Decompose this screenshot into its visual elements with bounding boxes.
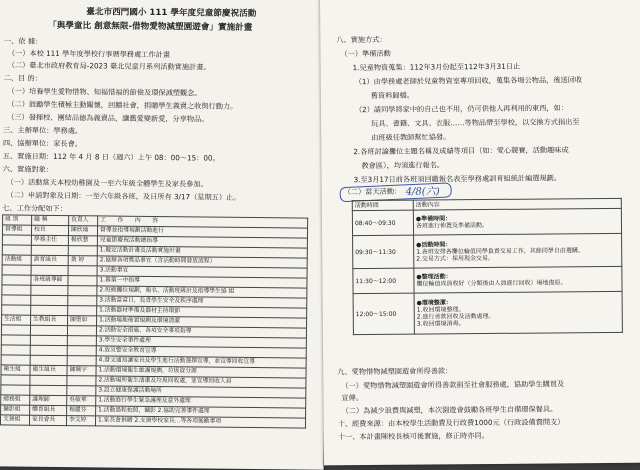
table-cell	[31, 305, 68, 315]
section-co-organizer: 四、協辦單位：家長會。	[2, 138, 83, 149]
table-cell: 督導並指導規劃活動進行	[97, 226, 307, 238]
table-cell	[1, 355, 30, 365]
table-cell: 訓育組長	[31, 255, 68, 265]
section-approval: 十一、本計畫陳校長核可後實施，修正時亦同。	[337, 430, 489, 442]
work-assignment-table	[0, 214, 308, 428]
participants-item-2: （二）申請對象及日期：一至六年級各班，及日所有 3/17（星期五）止。	[6, 190, 241, 202]
table-cell: 2.活動場所衛生清潔及垃圾回收處，並宣導回收人員	[96, 376, 306, 388]
table-cell: 4.發文通知讓家長及學生進行活動選擇宣導，並宣導回收宣導	[96, 356, 306, 368]
section-proceeds: 九、愛物惜物減塑園遊會所得善款：	[337, 366, 453, 377]
table-cell: 1.幕第一中指導	[97, 276, 307, 288]
table-cell: 支援組	[0, 415, 29, 425]
table-cell: 活動組	[2, 255, 31, 265]
basis-item-2: （二）臺北市政府教育局-2023 臺北兒童月系列活動實施計畫。	[7, 60, 211, 72]
table-cell: 總務組	[1, 395, 30, 405]
prep-item-2: 2.各班討論攤位主題名稱及成績等項目（如：愛心競賽，活動趣味成	[353, 145, 569, 157]
section-date: 五、實施日期：112 年 4 月 8 日（週六）上午 08：00～15：00。	[2, 151, 220, 163]
prep-item-1b-cont: 玩具、書籍、文具、衣服……等物品帶至學校，以交換方式捐出至	[371, 117, 580, 129]
table-cell	[1, 325, 30, 335]
prep-item-1a: （1）由學務處老師於兒童物資室專項回收，蒐集各場公物品，後送回收	[354, 75, 583, 87]
schedule-item-heading: ●整理活動：	[416, 273, 452, 281]
table-cell: 學務主任	[31, 235, 68, 245]
table-cell: 衛生組長	[30, 365, 67, 375]
table-cell: 楊欣慧	[68, 236, 97, 246]
schedule-content-cell	[414, 291, 622, 334]
schedule-time-cell: 11:30～12:00	[353, 268, 414, 294]
table-row	[353, 233, 622, 268]
table-cell	[30, 335, 67, 345]
table-cell: 兒童節慶祝活動總指導	[97, 236, 307, 248]
table-cell	[67, 386, 96, 396]
prep-item-2-cont: 教會區），均須進行報名。	[361, 160, 445, 171]
schedule-item-text: 1.收回環境整理。	[416, 306, 465, 314]
prep-item-1b-cont2: 由班級任教師幫忙協發。	[371, 132, 451, 143]
table-cell	[1, 335, 30, 345]
proceeds-item-1-cont: 宣傳。	[341, 393, 364, 403]
proceeds-item-1: （一）愛物惜物減塑園遊會所得善款捐至社會服務處，協助學生購買及	[341, 379, 565, 391]
table-row	[353, 266, 622, 293]
schedule-time-cell: 09:30～11:30	[353, 235, 414, 269]
right-document-page	[320, 0, 640, 465]
table-cell	[2, 295, 31, 305]
table-header-cell: 活動內容	[413, 198, 621, 210]
table-cell: 黃 婷	[68, 256, 97, 266]
schedule-item-heading: ●準備時間：	[415, 215, 452, 223]
table-cell	[31, 295, 68, 305]
basis-item-1: （一）本校 111 學年度學校行事曆學務處工作計畫	[7, 48, 170, 60]
table-cell: 校長	[31, 225, 68, 235]
table-cell	[2, 235, 31, 245]
handwritten-date: 4/8(六)	[405, 186, 440, 198]
table-cell	[68, 246, 97, 256]
table-cell	[31, 285, 68, 295]
table-cell	[68, 266, 97, 276]
section-basis: 一、依 據：	[3, 36, 43, 46]
proceeds-item-2: （二）為減少浪費與減塑，本次園遊會鼓勵各班學生自備環保餐具。	[341, 404, 558, 416]
table-cell: 1.活動環境衛生維護規劃，垃圾資分源	[96, 366, 306, 378]
table-cell: 3.活動事宜	[97, 266, 307, 278]
table-header-cell: 組 別	[3, 215, 32, 225]
table-header-cell: 活動時間	[352, 200, 413, 211]
purpose-item-3: （三）發揮校、團結品德為義賣品，讓舊愛變新愛，分享物品。	[7, 112, 209, 124]
table-row	[0, 415, 305, 428]
table-cell	[2, 245, 31, 255]
table-cell: 陳欣瑜	[68, 226, 97, 236]
table-cell	[2, 285, 31, 295]
purpose-item-2: （二）鼓勵學生積極主動關懷，回饋社會，捐贈學生義賣之收與行動力。	[7, 99, 238, 111]
table-cell	[67, 346, 96, 356]
schedule-item-text: 2.進行善款回收及活動處理。	[416, 312, 495, 321]
table-cell: 3.學生安全事件處理	[96, 336, 306, 348]
table-cell: 4.放災警安全教育宣導	[96, 346, 306, 358]
schedule-item-text: 2.交易方式：採用現金交易。	[416, 254, 495, 263]
table-cell	[2, 305, 31, 315]
table-cell: 1.活動器材準備及器材主持環節	[97, 306, 307, 318]
table-header-cell: 負責人	[69, 216, 98, 226]
schedule-item-text: 各班進行佈置及準備活動。	[415, 221, 489, 230]
table-cell: 1.家長會捐贈 2.支援學校家長…等各項後勤事項	[95, 416, 305, 428]
table-cell: 攝影組	[1, 405, 30, 415]
table-cell: 生活組	[2, 315, 31, 325]
table-cell: 2.協辦各項獎品事宜（含活動時間發放流程）	[97, 256, 307, 268]
table-cell	[30, 375, 67, 385]
table-cell: 各班級導師	[31, 275, 68, 285]
table-header-cell: 工 作 內 容	[98, 216, 308, 228]
table-cell: 陳聖如	[68, 316, 97, 326]
table-cell	[30, 355, 67, 365]
prep-item-1a-cont: 舊資料歸檔。	[370, 90, 415, 101]
schedule-content-cell	[414, 233, 622, 268]
table-cell	[30, 325, 67, 335]
table-cell: 2.班級攤位規劃，報名、活動班級計及指導學生協 組	[97, 286, 307, 298]
schedule-time-cell: 08:40～09:30	[352, 210, 413, 236]
table-row	[352, 208, 621, 235]
prep-item-1: 1.兒童物資蒐集：112年3月份起至112年3月31日止	[352, 61, 521, 73]
prep-item-3: 3.至3月17日前各班須回繳報名表至學務處訓育組統計編選規劃。	[353, 173, 562, 185]
table-cell: 衛生組	[1, 365, 30, 375]
schedule-item-heading: ●活動時間：	[416, 240, 452, 249]
table-cell	[31, 265, 68, 275]
section-participants: 六、實施對象：	[2, 164, 54, 174]
schedule-content-cell	[414, 266, 622, 293]
table-cell: 生教組長	[31, 315, 68, 325]
table-cell: 體育組長	[30, 405, 67, 415]
table-cell: 護理師	[30, 395, 67, 405]
table-cell	[2, 275, 31, 285]
table-cell: 1.活動過程拍照，攝影 2.協助完善事件處理	[96, 406, 306, 418]
schedule-item-heading: ●環境整潔：	[416, 299, 452, 307]
table-cell: 陳姵宇	[67, 366, 96, 376]
table-cell	[30, 345, 67, 355]
table-cell	[1, 345, 30, 355]
document-subtitle: 「與學童比 創意無限-借物愛物減塑園遊會」實施計畫	[48, 20, 253, 33]
table-cell	[30, 385, 67, 395]
table-cell: 1.活動進行學生緊急護理及意外處理	[96, 396, 306, 408]
table-row	[353, 291, 622, 334]
purpose-item-1: （一）培養學生愛物惜物、知福惜福的節儉及環保減塑觀念。	[7, 86, 202, 98]
schedule-item-text: 3.收回環境消毒。	[416, 320, 465, 328]
table-cell: 李文婷	[66, 416, 95, 426]
table-cell	[68, 286, 97, 296]
section-funding: 十、經費來源：由本校學生活動費及行政費1000元（行政設備費開支）	[337, 417, 565, 429]
schedule-item-text: 1.各班安排各攤位輪值同學負責交易工作，其餘同學自由選購。	[416, 246, 584, 256]
table-cell	[68, 306, 97, 316]
table-cell	[67, 336, 96, 346]
prep-heading: （一）準備活動	[340, 48, 391, 59]
schedule-table	[352, 198, 623, 335]
table-cell	[67, 326, 96, 336]
document-title: 臺北市西門國小 111 學年度兒童節慶祝活動	[86, 7, 257, 20]
table-cell	[1, 375, 30, 385]
table-cell: 家長會長	[29, 415, 66, 425]
table-cell	[2, 265, 31, 275]
table-cell	[67, 356, 96, 366]
table-cell: 1.活動場地佈置規劃及環境清潔	[97, 316, 307, 328]
table-header-cell: 職 稱	[32, 215, 69, 225]
table-cell	[68, 276, 97, 286]
table-cell	[31, 245, 68, 255]
section-purpose: 二、目 的：	[3, 73, 42, 83]
participants-item-1: （一）活動當天本校幼稚園及一至六年級全體學生及家長參加。	[6, 177, 208, 189]
section-implementation: 八、實施方式：	[336, 34, 387, 45]
table-cell: 3.設立健康保護活動場所	[96, 386, 306, 398]
section-organizer: 三、主辦單位：學務處。	[3, 125, 83, 136]
table-cell	[68, 296, 97, 306]
schedule-label: （二）當天活動：	[343, 186, 402, 197]
table-cell	[67, 376, 96, 386]
table-cell: 2.活動安全措施、各項安全事項指導	[96, 326, 306, 338]
prep-item-1b: （2）請同學將家中的自己也不用，仍可供他人再利用的東西，如：	[354, 103, 569, 115]
table-cell: 督導組	[2, 225, 31, 235]
schedule-item-text: 攤位輪值成員收好（分類後由人員進行回收）場地復原。	[416, 279, 567, 288]
table-cell: 3.活動當當日，負責學生安全及秩序處理	[97, 296, 307, 308]
table-cell: 1.擬定活動計畫及活動實施計畫	[97, 246, 307, 258]
schedule-content-cell	[413, 208, 621, 235]
schedule-time-cell: 12:00～15:00	[353, 293, 414, 335]
table-cell: 吳敏華	[67, 396, 96, 406]
table-cell	[1, 385, 30, 395]
table-cell: 楊麗芬	[67, 406, 96, 416]
section-work-assignment: 七、工作分配如下：	[2, 203, 68, 214]
